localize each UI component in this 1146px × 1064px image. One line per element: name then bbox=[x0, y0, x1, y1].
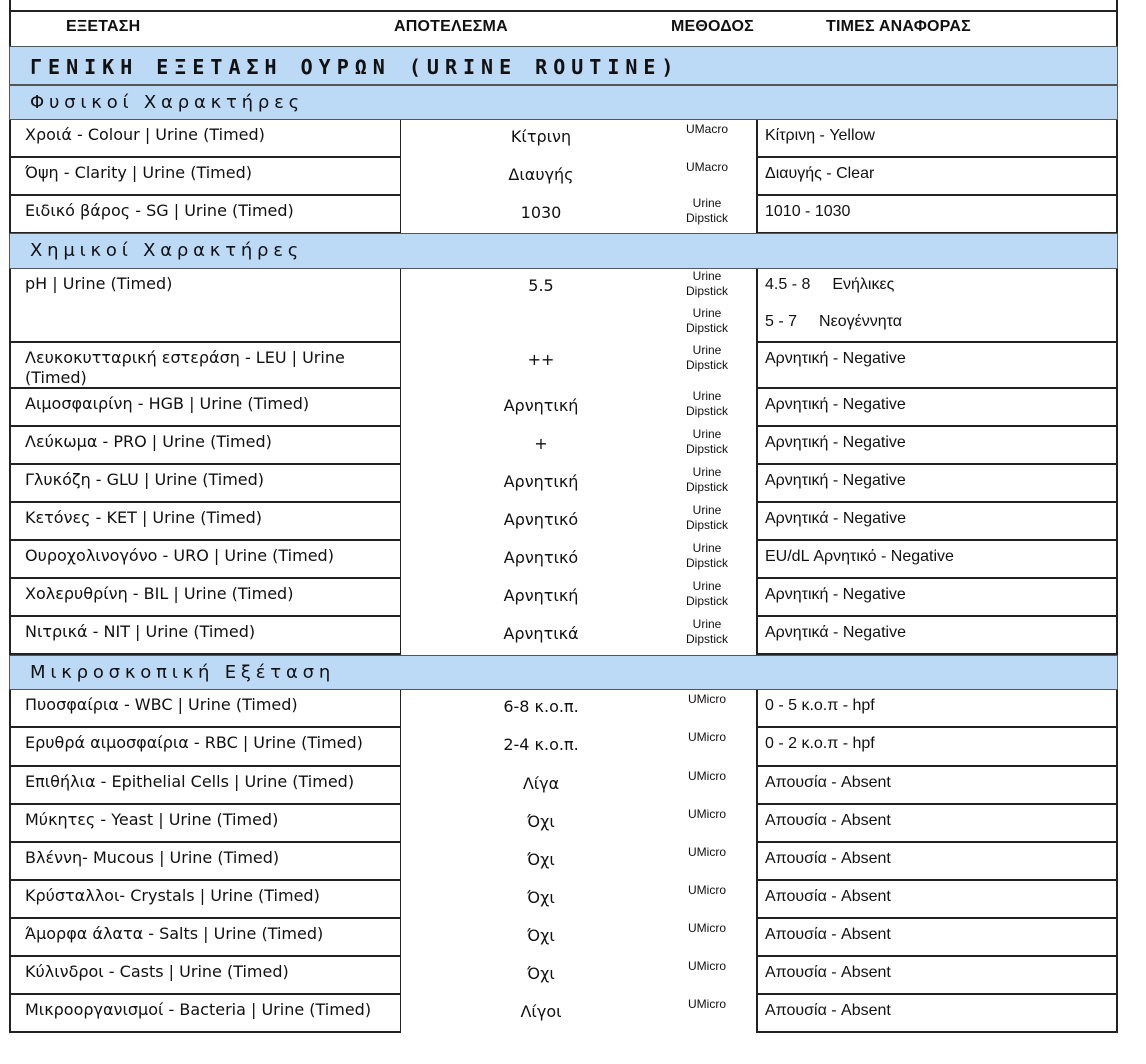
table-row bbox=[9, 919, 1118, 957]
reference-range: Απουσία - Absent bbox=[765, 850, 891, 867]
reference-cell bbox=[756, 617, 1118, 655]
table-row bbox=[9, 389, 1118, 427]
result-method-cell bbox=[400, 269, 756, 343]
result-method-cell bbox=[400, 617, 756, 655]
result-value: Κίτρινη bbox=[510, 127, 572, 146]
reference-range bbox=[765, 276, 894, 294]
reference-cell bbox=[756, 269, 1118, 343]
table-row bbox=[9, 269, 1118, 343]
result-value: Λίγα bbox=[522, 774, 560, 793]
result-method-cell bbox=[400, 503, 756, 541]
test-name: Αιμοσφαιρίνη - HGB | Urine (Timed) bbox=[25, 394, 310, 413]
result-method-cell bbox=[400, 465, 756, 503]
reference-range: 0 - 2 κ.ο.π - hpf bbox=[765, 735, 875, 752]
test-name: Βλέννη- Mucous | Urine (Timed) bbox=[25, 848, 280, 867]
test-cell bbox=[9, 728, 400, 767]
table-row bbox=[9, 767, 1118, 805]
reference-cell bbox=[756, 957, 1118, 995]
test-cell bbox=[9, 919, 400, 957]
reference-range: Διαυγής - Clear bbox=[765, 165, 875, 182]
reference-cell bbox=[756, 919, 1118, 957]
test-cell bbox=[9, 995, 400, 1033]
reference-range: Αρνητική - Negative bbox=[765, 434, 906, 451]
result-method-cell bbox=[400, 881, 756, 919]
result-method-cell bbox=[400, 120, 756, 158]
result-value: Όχι bbox=[527, 888, 555, 907]
test-name: Πυοσφαίρια - WBC | Urine (Timed) bbox=[25, 695, 298, 714]
test-cell bbox=[9, 120, 400, 158]
result-method-cell bbox=[400, 579, 756, 617]
table-row bbox=[9, 690, 1118, 728]
test-cell bbox=[9, 957, 400, 995]
reference-cell bbox=[756, 343, 1118, 389]
method-label: UMicro bbox=[688, 959, 726, 973]
test-name: Όψη - Clarity | Urine (Timed) bbox=[25, 163, 252, 182]
test-cell bbox=[9, 881, 400, 919]
test-cell bbox=[9, 389, 400, 427]
result-method-cell bbox=[400, 427, 756, 465]
reference-range: Αρνητική - Negative bbox=[765, 472, 906, 489]
method-label: UMicro bbox=[688, 769, 726, 783]
test-name: Κύλινδροι - Casts | Urine (Timed) bbox=[25, 962, 289, 981]
method-label: Urine Dipstick bbox=[685, 269, 728, 298]
test-name: Νιτρικά - NIT | Urine (Timed) bbox=[25, 622, 256, 641]
result-method-cell bbox=[400, 541, 756, 579]
reference-cell bbox=[756, 541, 1118, 579]
result-method-cell bbox=[400, 196, 756, 234]
result-value: 2-4 κ.ο.π. bbox=[503, 735, 579, 754]
result-method-cell bbox=[400, 728, 756, 767]
column-header-method: ΜΕΘΟΔΟΣ bbox=[671, 18, 754, 35]
result-value: Αρνητική bbox=[503, 586, 579, 605]
test-cell bbox=[9, 196, 400, 234]
result-method-cell bbox=[400, 919, 756, 957]
reference-range: EU/dL Αρνητικό - Negative bbox=[765, 548, 954, 565]
reference-cell bbox=[756, 427, 1118, 465]
result-method-cell bbox=[400, 690, 756, 728]
test-name: Χολερυθρίνη - BIL | Urine (Timed) bbox=[25, 584, 294, 603]
table-row bbox=[9, 957, 1118, 995]
reference-range: Απουσία - Absent bbox=[765, 1002, 891, 1019]
test-cell bbox=[9, 427, 400, 465]
test-cell bbox=[9, 158, 400, 196]
method-label: Urine Dipstick bbox=[685, 465, 728, 494]
test-cell bbox=[9, 690, 400, 728]
test-name: Μικροοργανισμοί - Bacteria | Urine (Timed) bbox=[25, 1000, 372, 1019]
section-header bbox=[9, 85, 1118, 120]
result-value: Αρνητικό bbox=[503, 510, 579, 529]
reference-cell bbox=[756, 389, 1118, 427]
column-header-test: ΕΞΕΤΑΣΗ bbox=[66, 18, 141, 35]
result-value: Αρνητικά bbox=[503, 624, 579, 643]
table-row bbox=[9, 805, 1118, 843]
test-name: Λεύκωμα - PRO | Urine (Timed) bbox=[25, 432, 272, 451]
test-name: Γλυκόζη - GLU | Urine (Timed) bbox=[25, 470, 265, 489]
table-row bbox=[9, 158, 1118, 196]
table-row bbox=[9, 617, 1118, 655]
reference-cell bbox=[756, 690, 1118, 728]
test-name: Μύκητες - Yeast | Urine (Timed) bbox=[25, 810, 279, 829]
table-row bbox=[9, 579, 1118, 617]
header-rule bbox=[9, 10, 1118, 12]
method-label: UMicro bbox=[688, 730, 726, 744]
column-header-reference: ΤΙΜΕΣ ΑΝΑΦΟΡΑΣ bbox=[826, 18, 971, 35]
reference-range: Κίτρινη - Yellow bbox=[765, 127, 875, 144]
test-cell bbox=[9, 843, 400, 881]
reference-cell bbox=[756, 767, 1118, 805]
test-cell bbox=[9, 617, 400, 655]
test-name: Κετόνες - KET | Urine (Timed) bbox=[25, 508, 263, 527]
reference-range: 1010 - 1030 bbox=[765, 203, 851, 220]
section-title: Φυσικοί Χαρακτήρες bbox=[30, 92, 304, 113]
result-method-cell bbox=[400, 805, 756, 843]
method-label: Urine Dipstick bbox=[685, 343, 728, 372]
test-cell bbox=[9, 541, 400, 579]
result-method-cell bbox=[400, 957, 756, 995]
table-row bbox=[9, 343, 1118, 389]
test-cell bbox=[9, 767, 400, 805]
table-row bbox=[9, 427, 1118, 465]
reference-value: 5 - 7 bbox=[765, 313, 798, 330]
method-label: Urine Dipstick bbox=[685, 503, 728, 532]
result-method-cell bbox=[400, 158, 756, 196]
method-label: UMicro bbox=[688, 845, 726, 859]
test-name: Ειδικό βάρος - SG | Urine (Timed) bbox=[25, 201, 294, 220]
method-label: Urine Dipstick bbox=[685, 427, 728, 456]
result-value: Λίγοι bbox=[520, 1002, 562, 1021]
table-row bbox=[9, 843, 1118, 881]
result-method-cell bbox=[400, 767, 756, 805]
reference-cell bbox=[756, 995, 1118, 1033]
test-cell bbox=[9, 465, 400, 503]
table-row bbox=[9, 995, 1118, 1033]
method-label: UMicro bbox=[688, 921, 726, 935]
header-border-right bbox=[1116, 10, 1118, 46]
result-method-cell bbox=[400, 389, 756, 427]
section-header bbox=[9, 655, 1118, 690]
result-value: 1030 bbox=[520, 203, 562, 222]
reference-cell bbox=[756, 579, 1118, 617]
result-method-cell bbox=[400, 995, 756, 1033]
test-name: Χροιά - Colour | Urine (Timed) bbox=[25, 125, 265, 144]
reference-cell bbox=[756, 843, 1118, 881]
report-title-band bbox=[9, 46, 1118, 85]
result-value: 5.5 bbox=[528, 276, 554, 295]
method-label: UMicro bbox=[688, 807, 726, 821]
table-row bbox=[9, 120, 1118, 158]
result-value: Όχι bbox=[527, 964, 555, 983]
reference-range: Αρνητική - Negative bbox=[765, 350, 906, 367]
reference-range: Αρνητικά - Negative bbox=[765, 624, 906, 641]
method-label: UMicro bbox=[688, 692, 726, 706]
method-label: Urine Dipstick bbox=[685, 389, 728, 418]
reference-range: Απουσία - Absent bbox=[765, 888, 891, 905]
table-row bbox=[9, 728, 1118, 767]
reference-range: Αρνητικά - Negative bbox=[765, 510, 906, 527]
result-value: Αρνητική bbox=[503, 396, 579, 415]
reference-cell bbox=[756, 805, 1118, 843]
test-cell bbox=[9, 805, 400, 843]
method-label: UMacro bbox=[685, 160, 728, 174]
test-cell bbox=[9, 269, 400, 343]
test-name: Κρύσταλλοι- Crystals | Urine (Timed) bbox=[25, 886, 320, 905]
reference-cell bbox=[756, 465, 1118, 503]
reference-cell bbox=[756, 728, 1118, 767]
reference-cell bbox=[756, 503, 1118, 541]
test-name: Ουροχολινογόνο - URO | Urine (Timed) bbox=[25, 546, 334, 565]
column-header-result: ΑΠΟΤΕΛΕΣΜΑ bbox=[394, 18, 508, 35]
reference-cell bbox=[756, 120, 1118, 158]
reference-cell bbox=[756, 881, 1118, 919]
result-value: Αρνητικό bbox=[503, 548, 579, 567]
reference-range bbox=[765, 313, 902, 331]
table-row bbox=[9, 881, 1118, 919]
table-row bbox=[9, 196, 1118, 234]
section-title: Μικροσκοπική Εξέταση bbox=[30, 662, 336, 683]
reference-range: Απουσία - Absent bbox=[765, 926, 891, 943]
result-value: Αρνητική bbox=[503, 472, 579, 491]
method-label: UMicro bbox=[688, 883, 726, 897]
table-row bbox=[9, 541, 1118, 579]
header-border-left bbox=[9, 10, 11, 46]
reference-group: Νεογέννητα bbox=[819, 313, 902, 330]
table-row bbox=[9, 503, 1118, 541]
result-method-cell bbox=[400, 343, 756, 389]
section-title: Χημικοί Χαρακτήρες bbox=[30, 240, 304, 261]
section-header bbox=[9, 233, 1118, 269]
test-cell bbox=[9, 503, 400, 541]
reference-range: 0 - 5 κ.ο.π - hpf bbox=[765, 697, 875, 714]
reference-cell bbox=[756, 158, 1118, 196]
result-value: ++ bbox=[527, 350, 555, 369]
result-value: Όχι bbox=[527, 926, 555, 945]
method-label: Urine Dipstick bbox=[685, 196, 728, 225]
test-cell bbox=[9, 343, 400, 389]
result-value: 6-8 κ.ο.π. bbox=[503, 697, 579, 716]
reference-range: Αρνητική - Negative bbox=[765, 396, 906, 413]
reference-range: Απουσία - Absent bbox=[765, 774, 891, 791]
result-value: Διαυγής bbox=[508, 165, 574, 184]
reference-cell bbox=[756, 196, 1118, 234]
method-label: Urine Dipstick bbox=[685, 306, 728, 335]
result-method-cell bbox=[400, 843, 756, 881]
test-cell bbox=[9, 579, 400, 617]
reference-value: 4.5 - 8 bbox=[765, 276, 811, 293]
reference-group: Ενήλικες bbox=[832, 276, 895, 293]
method-label: UMicro bbox=[688, 997, 726, 1011]
method-label: UMacro bbox=[685, 122, 728, 136]
test-name: pH | Urine (Timed) bbox=[25, 274, 173, 293]
report-title: ΓΕΝΙΚΗ ΕΞΕΤΑΣΗ ΟΥΡΩΝ (URINE ROUTINE) bbox=[30, 55, 680, 79]
table-row bbox=[9, 465, 1118, 503]
method-label: Urine Dipstick bbox=[685, 541, 728, 570]
test-name: Επιθήλια - Epithelial Cells | Urine (Timed) bbox=[25, 772, 355, 791]
test-name: Λευκοκυτταρική εστεράση - LEU | Urine (Timed) bbox=[25, 348, 345, 387]
method-label: Urine Dipstick bbox=[685, 617, 728, 646]
test-name: Άμορφα άλατα - Salts | Urine (Timed) bbox=[25, 924, 324, 943]
reference-range: Απουσία - Absent bbox=[765, 964, 891, 981]
result-value: Όχι bbox=[527, 850, 555, 869]
method-label: Urine Dipstick bbox=[685, 579, 728, 608]
reference-range: Αρνητική - Negative bbox=[765, 586, 906, 603]
result-value: + bbox=[534, 434, 548, 453]
reference-range: Απουσία - Absent bbox=[765, 812, 891, 829]
result-value: Όχι bbox=[527, 812, 555, 831]
test-name: Ερυθρά αιμοσφαίρια - RBC | Urine (Timed) bbox=[25, 733, 363, 752]
